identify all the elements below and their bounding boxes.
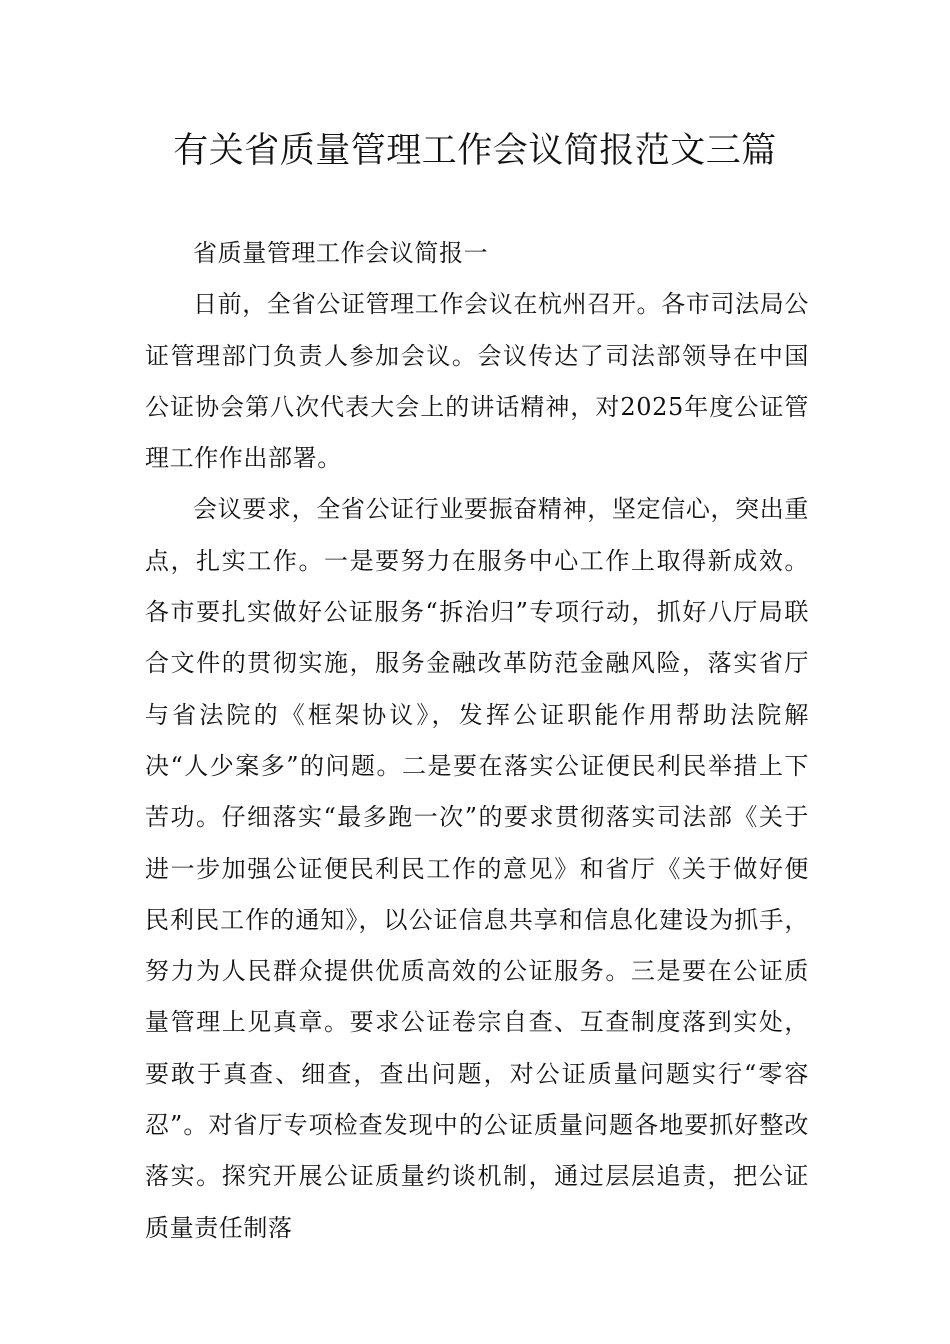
body-paragraph: 日前，全省公证管理工作会议在杭州召开。各市司法局公证管理部门负责人参加会议。会议传达了司法部领导在中国公证协会第八次代表大会上的讲话精神，对2025年度公证管理工作作出部署。	[145, 290, 809, 473]
section-heading: 省质量管理工作会议简报一	[193, 239, 489, 267]
body-paragraph: 会议要求，全省公证行业要振奋精神，坚定信心，突出重点，扎实工作。一是要努力在服务中心工作上取得新成效。各市要扎实做好公证服务“拆治归”专项行动，抓好八厅局联合文件的贯彻实施，服务金融改革防范金融风险，落实省厅与省法院的《框架协议》，发挥公证职能作用帮助法院解决“人少案多”的问题。二是要在落实公证便民利民举措上下苦功。仔细落实“最多跑一次”的要求贯彻落实司法部《关于进一步加强公证便民利民工作的意见》和省厅《关于做好便民利民工作的通知》，以公证信息共享和信息化建设为抓手，努力为人民群众提供优质高效的公证服务。三是要在公证质量管理上见真章。要求公证卷宗自查、互查制度落到实处，要敢于真查、细查，查出问题，对公证质量问题实行“零容忍”。对省厅专项检查发现中的公证质量问题各地要抓好整改落实。探究开展公证质量约谈机制，通过层层追责，把公证质量责任制落	[145, 495, 809, 1242]
document-title: 有关省质量管理工作会议简报范文三篇	[173, 131, 777, 171]
document-body	[145, 228, 809, 1254]
